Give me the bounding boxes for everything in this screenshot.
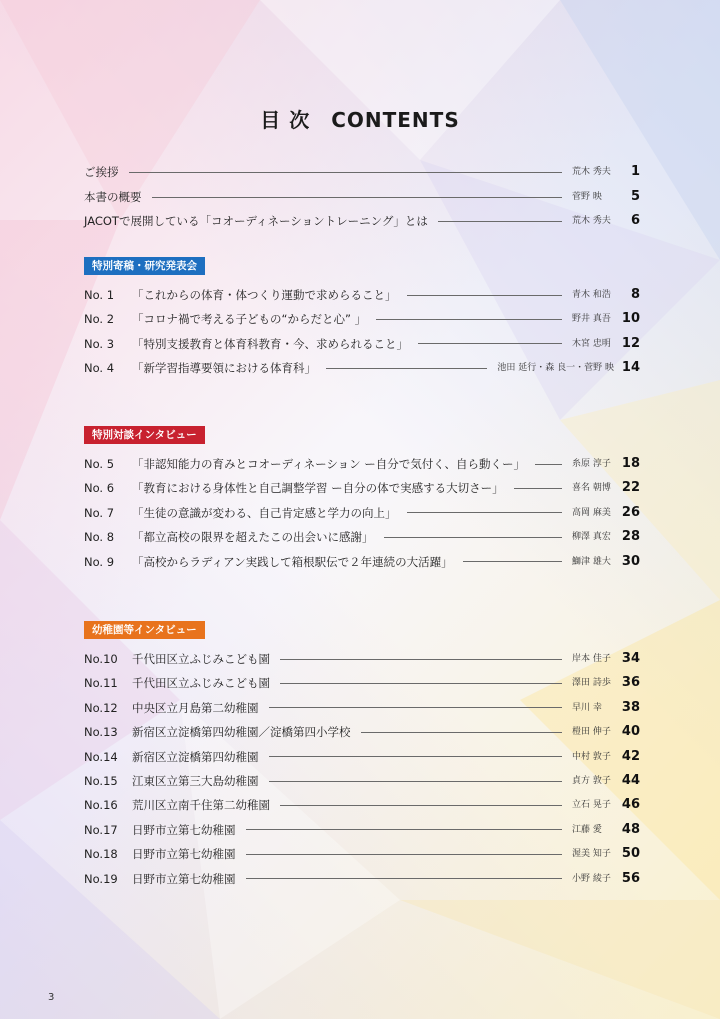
toc-entry-page: 14 — [621, 360, 640, 376]
toc-entry[interactable] — [84, 310, 640, 328]
toc-entry-page: 50 — [621, 846, 640, 862]
toc-entry[interactable] — [84, 479, 640, 497]
leader-line — [463, 561, 562, 562]
toc-entry-label: 荒川区立南千住第二幼稚園 — [132, 798, 270, 813]
toc-entry-number: No. 5 — [84, 457, 115, 471]
leader-line — [376, 319, 562, 320]
toc-entry-author: 江藤 愛 — [572, 824, 602, 835]
toc-entry-label: 「新学習指導要領における体育科」 — [132, 361, 316, 376]
toc-entry-title — [84, 163, 119, 181]
toc-entry[interactable] — [84, 723, 640, 741]
toc-entry-label: 日野市立第七幼稚園 — [132, 871, 236, 886]
leader-line — [269, 781, 563, 782]
page-title: 目 次 CONTENTS — [260, 108, 460, 132]
leader-line — [384, 537, 563, 538]
toc-entry-title — [84, 796, 270, 814]
toc-entry-number: No. 1 — [84, 288, 115, 302]
toc-entry-number: No.14 — [84, 749, 118, 764]
leader-line — [246, 854, 563, 855]
toc-entry-author: 柳澤 真宏 — [572, 532, 611, 543]
toc-entry-title — [84, 286, 397, 304]
toc-entry-label: JACOTで展開している「コオーディネーショントレーニング」とは — [84, 214, 428, 228]
toc-entry-page: 26 — [621, 504, 640, 520]
toc-entry-label: 江東区立第三大島幼稚園 — [132, 774, 259, 788]
leader-line — [407, 295, 563, 296]
toc-entry-number: No.12 — [84, 700, 118, 715]
toc-entry[interactable] — [84, 650, 640, 668]
toc-entry-label: 千代田区立ふじみこども園 — [132, 676, 270, 691]
toc-entry[interactable] — [84, 163, 640, 181]
toc-entry[interactable] — [84, 286, 640, 304]
toc-entry-title — [84, 748, 259, 766]
toc-entry-author: 野井 真吾 — [572, 314, 611, 325]
toc-entry[interactable] — [84, 699, 640, 717]
leader-line — [152, 197, 563, 198]
toc-entry[interactable] — [84, 212, 640, 230]
leader-line — [326, 368, 487, 369]
toc-entry-label: 日野市立第七幼稚園 — [132, 822, 236, 837]
toc-entry-page: 1 — [630, 164, 640, 179]
leader-line — [535, 464, 562, 465]
toc-entry-label: 「特別支援教育と体育科教育・今、求められること」 — [132, 336, 408, 351]
toc-entry-page: 5 — [630, 189, 640, 204]
toc-entry-number: No. 4 — [84, 361, 115, 376]
toc-entry-title — [84, 723, 351, 741]
toc-entry[interactable] — [84, 821, 640, 839]
toc-entry-author: 渥美 知子 — [572, 849, 611, 860]
toc-entry-author: 立石 晃子 — [572, 800, 611, 811]
toc-entry-title — [84, 479, 504, 497]
section-heading: 特別寄稿・研究発表会 — [84, 257, 205, 275]
toc-entry-label: 「非認知能力の育みとコオーディネーション ー自分で気付く、自ら動くー」 — [132, 457, 526, 471]
toc-entry[interactable] — [84, 870, 640, 888]
toc-entry-page: 28 — [621, 529, 640, 545]
toc-entry-author: 荒木 秀夫 — [572, 167, 611, 177]
toc-entry-page: 30 — [621, 553, 640, 569]
toc-entry-page: 48 — [621, 821, 640, 837]
toc-entry-title — [84, 821, 236, 839]
leader-line — [438, 221, 562, 222]
toc-entry-author: 岸本 佳子 — [572, 654, 611, 664]
toc-entry-title — [84, 650, 270, 668]
section-heading: 特別対談インタビュー — [84, 426, 205, 444]
toc-entry-author: 糸原 淳子 — [572, 459, 611, 469]
toc-entry-author: 喜名 朝博 — [572, 483, 611, 494]
toc-entry-page: 22 — [621, 480, 640, 496]
toc-entry-title — [84, 504, 397, 522]
toc-entry-label: 日野市立第七幼稚園 — [132, 847, 236, 862]
toc-entry-title — [84, 212, 428, 230]
toc-entry-author: 荒木 秀夫 — [572, 216, 611, 226]
toc-entry-number: No. 6 — [84, 481, 115, 496]
toc-entry[interactable] — [84, 359, 640, 377]
toc-entry-page: 36 — [621, 675, 640, 691]
toc-entry-title — [84, 310, 366, 328]
toc-entry-title — [84, 699, 259, 717]
toc-entry-page: 10 — [621, 311, 640, 327]
toc-entry-number: No. 7 — [84, 505, 115, 520]
leader-line — [407, 512, 563, 513]
toc-entry-number: No.13 — [84, 725, 118, 740]
toc-entry-title — [84, 188, 142, 206]
toc-entry-title — [84, 772, 259, 790]
toc-entry-page: 34 — [621, 651, 640, 666]
toc-entry-number: No.17 — [84, 822, 118, 837]
toc-entry-label: 「これからの体育・体つくり運動で求めらること」 — [132, 288, 397, 302]
toc-entry-page: 56 — [621, 870, 640, 886]
toc-entry-author: 鰤津 雄大 — [572, 556, 611, 567]
toc-entry-label: ご挨拶 — [84, 165, 119, 179]
leader-line — [269, 756, 563, 757]
toc-entry-author: 早川 幸 — [572, 702, 602, 713]
toc-entry-label: 「都立高校の限界を超えたこの出会いに感謝」 — [132, 530, 374, 545]
toc-entry-label: 新宿区立淀橋第四幼稚園／淀橋第四小学校 — [132, 725, 351, 740]
leader-line — [418, 343, 562, 344]
toc-entry-title — [84, 359, 316, 377]
toc-entry-title — [84, 528, 374, 546]
toc-entry-number: No.16 — [84, 798, 118, 813]
leader-line — [361, 732, 563, 733]
toc-entry-author: 青木 和浩 — [572, 290, 611, 300]
toc-entry-author: 中村 敦子 — [572, 751, 611, 762]
toc-entry[interactable] — [84, 748, 640, 766]
toc-entry-number: No.19 — [84, 871, 118, 886]
toc-entry-label: 「生徒の意識が変わる、自己肯定感と学力の向上」 — [132, 505, 397, 520]
toc-entry-label: 本書の概要 — [84, 190, 142, 204]
toc-entry[interactable] — [84, 188, 640, 206]
toc-entry-title — [84, 455, 525, 473]
leader-line — [269, 707, 563, 708]
toc-entry-number: No. 3 — [84, 336, 115, 351]
toc-entry-page: 42 — [621, 748, 640, 764]
leader-line — [280, 659, 562, 660]
toc-entry-title — [84, 845, 236, 863]
leader-line — [514, 488, 562, 489]
toc-entry-page: 44 — [621, 773, 640, 788]
toc-entry-title — [84, 553, 453, 571]
toc-entry[interactable] — [84, 335, 640, 353]
toc-entry-label: 「教育における身体性と自己調整学習 ー自分の体で実感する大切さー」 — [132, 481, 504, 496]
leader-line — [246, 829, 563, 830]
toc-entry-label: 新宿区立淀橋第四幼稚園 — [132, 749, 259, 764]
toc-entry-label: 「高校からラディアン実践して箱根駅伝で２年連続の大活躍」 — [132, 554, 453, 569]
page-number: 3 — [48, 992, 55, 1003]
toc-entry-author: 木宮 忠明 — [572, 338, 611, 349]
toc-entry-page: 12 — [621, 335, 640, 351]
toc-entry-page: 40 — [621, 724, 640, 740]
toc-entry[interactable] — [84, 674, 640, 692]
toc-entry-label: 千代田区立ふじみこども園 — [132, 652, 270, 666]
leader-line — [246, 878, 563, 879]
toc-entry-number: No.10 — [84, 652, 118, 666]
toc-entry-title — [84, 870, 236, 888]
toc-entry[interactable] — [84, 845, 640, 863]
toc-entry-page: 46 — [621, 797, 640, 813]
toc-entry[interactable] — [84, 796, 640, 814]
toc-entry-page: 18 — [621, 456, 640, 471]
toc-entry-author: 池田 延行・森 良一・菅野 映 — [497, 363, 614, 374]
toc-entry-number: No. 2 — [84, 312, 115, 327]
leader-line — [129, 172, 563, 173]
toc-entry-label: 「コロナ禍で考える子どもの“からだと心” 」 — [132, 312, 367, 327]
leader-line — [280, 805, 562, 806]
toc-entry-author: 高岡 麻美 — [572, 507, 611, 518]
toc-entry-number: No.18 — [84, 847, 118, 862]
toc-entry-page: 38 — [621, 699, 640, 715]
toc-entry-page: 6 — [630, 213, 640, 228]
toc-entry[interactable] — [84, 772, 640, 790]
toc-entry-number: No. 8 — [84, 530, 115, 545]
toc-entry[interactable] — [84, 528, 640, 546]
toc-entry-title — [84, 335, 408, 353]
toc-entry-author: 貞方 敦子 — [572, 776, 611, 786]
toc-entry-title — [84, 674, 270, 692]
toc-entry-author: 小野 綾子 — [572, 873, 611, 884]
toc-entry-page: 8 — [630, 287, 640, 302]
toc-entry[interactable] — [84, 455, 640, 473]
leader-line — [280, 683, 562, 684]
toc-entry[interactable] — [84, 504, 640, 522]
toc-entry-number: No.15 — [84, 774, 118, 788]
section-heading: 幼稚園等インタビュー — [84, 621, 205, 639]
toc-entry-author: 榿田 伸子 — [572, 727, 611, 738]
toc-entry-number: No. 9 — [84, 554, 115, 569]
toc-entry-number: No.11 — [84, 676, 118, 691]
toc-entry-author: 菅野 映 — [572, 192, 602, 202]
toc-entry[interactable] — [84, 553, 640, 571]
toc-entry-label: 中央区立月島第二幼稚園 — [132, 700, 259, 715]
toc-entry-author: 澤田 詩歩 — [572, 678, 611, 689]
